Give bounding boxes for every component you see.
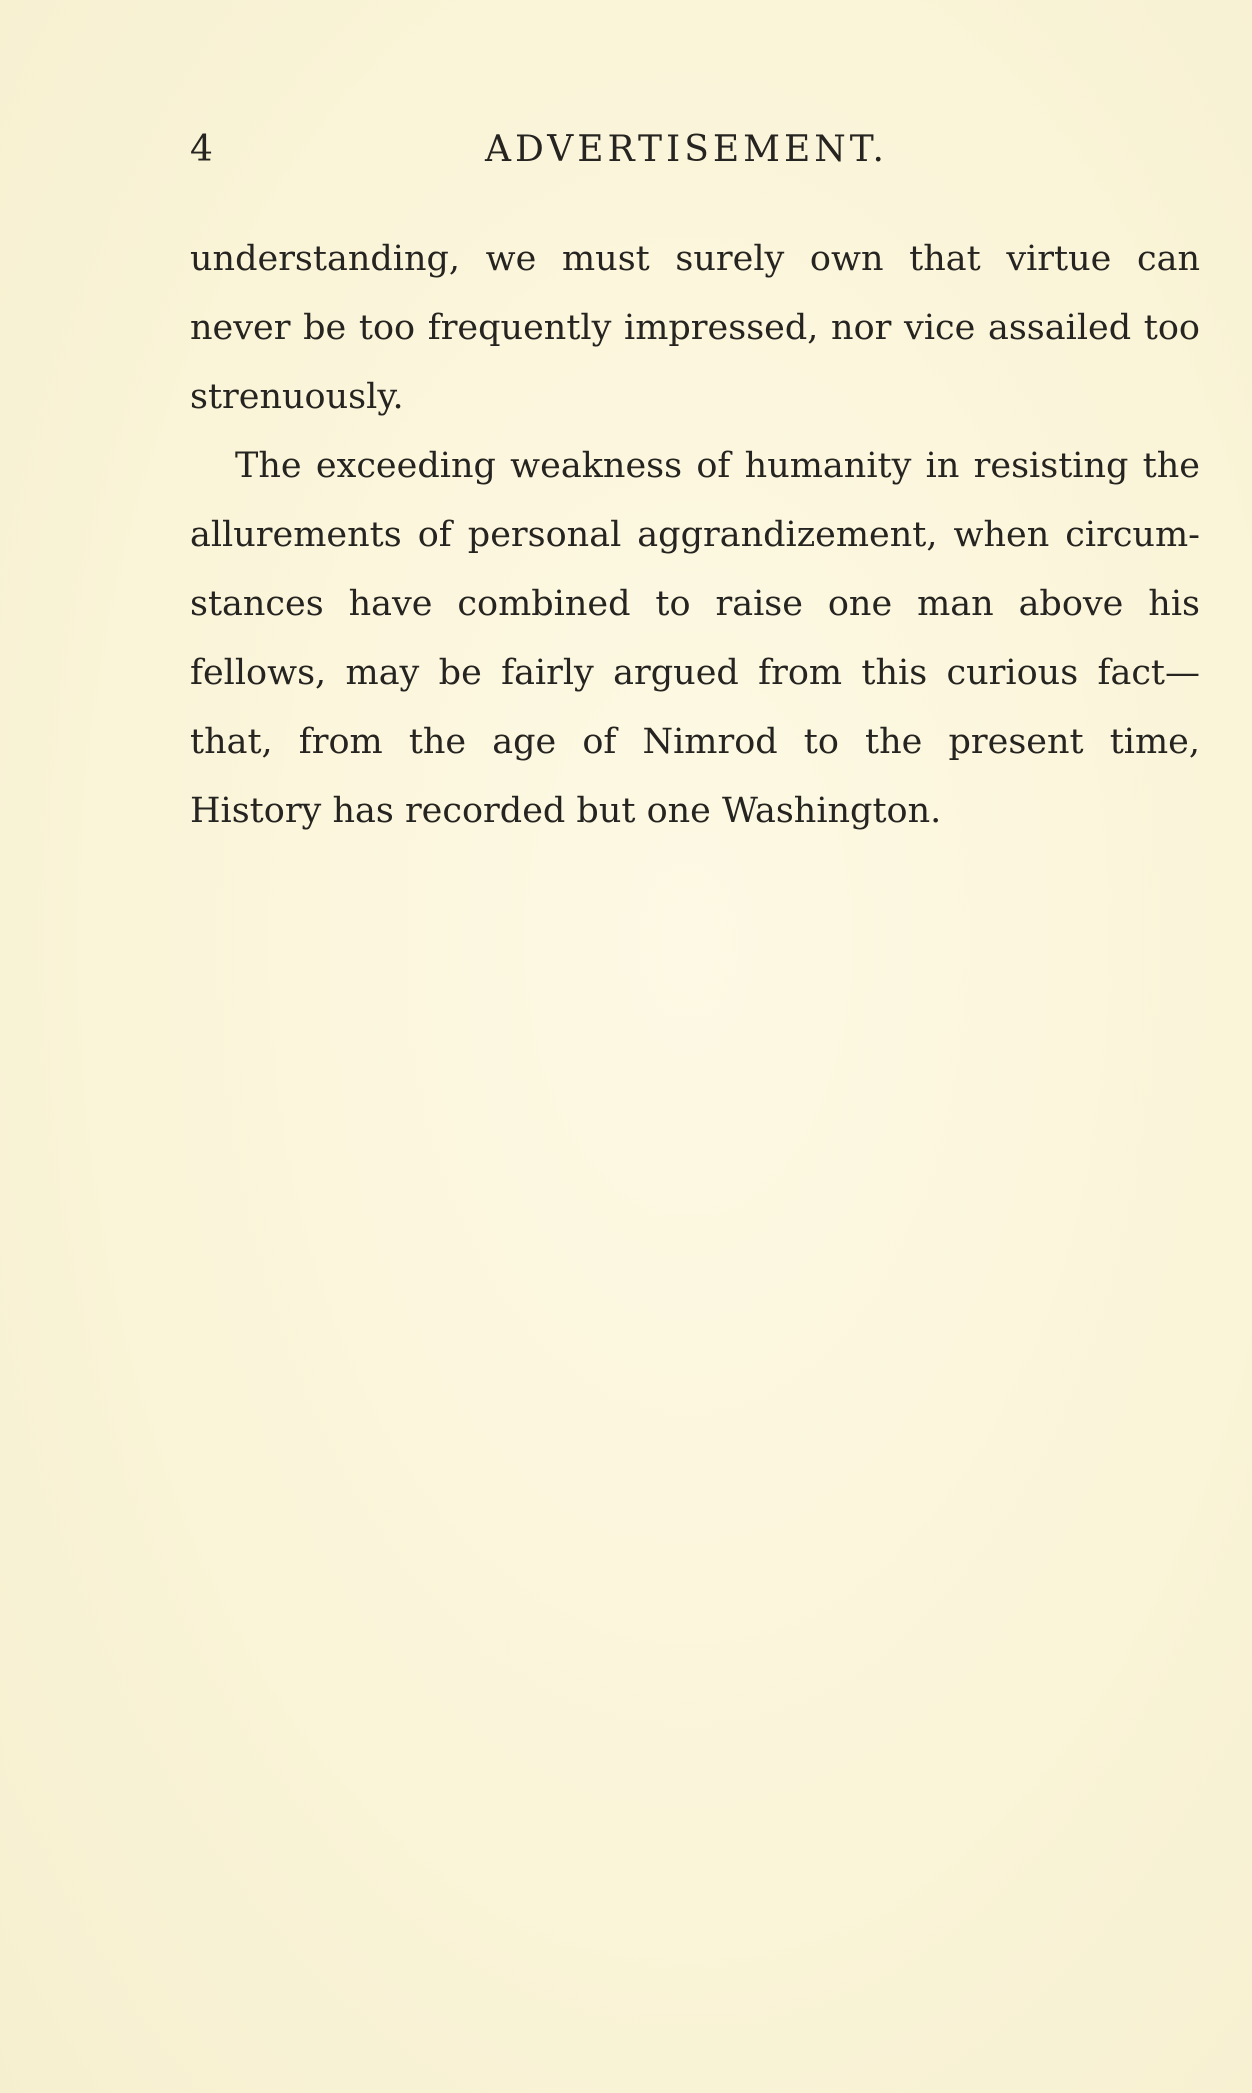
section-title: ADVERTISEMENT. bbox=[485, 129, 888, 170]
paragraph: The exceeding weakness of humanity in resisting the allurements of personal aggrandizement, when circum-stances have combined to raise one man above his fellows, may be fairly argued from this curious fact—that, from the age of Nimrod to the present time, History has recorded but one Washington. bbox=[190, 446, 1200, 831]
paragraph-continued: understanding, we must surely own that virtue can never be too frequently impressed, nor vice assailed too strenuously. bbox=[190, 239, 1200, 417]
running-head bbox=[190, 128, 1200, 172]
page-number: 4 bbox=[190, 129, 213, 170]
body-text bbox=[190, 225, 1200, 846]
